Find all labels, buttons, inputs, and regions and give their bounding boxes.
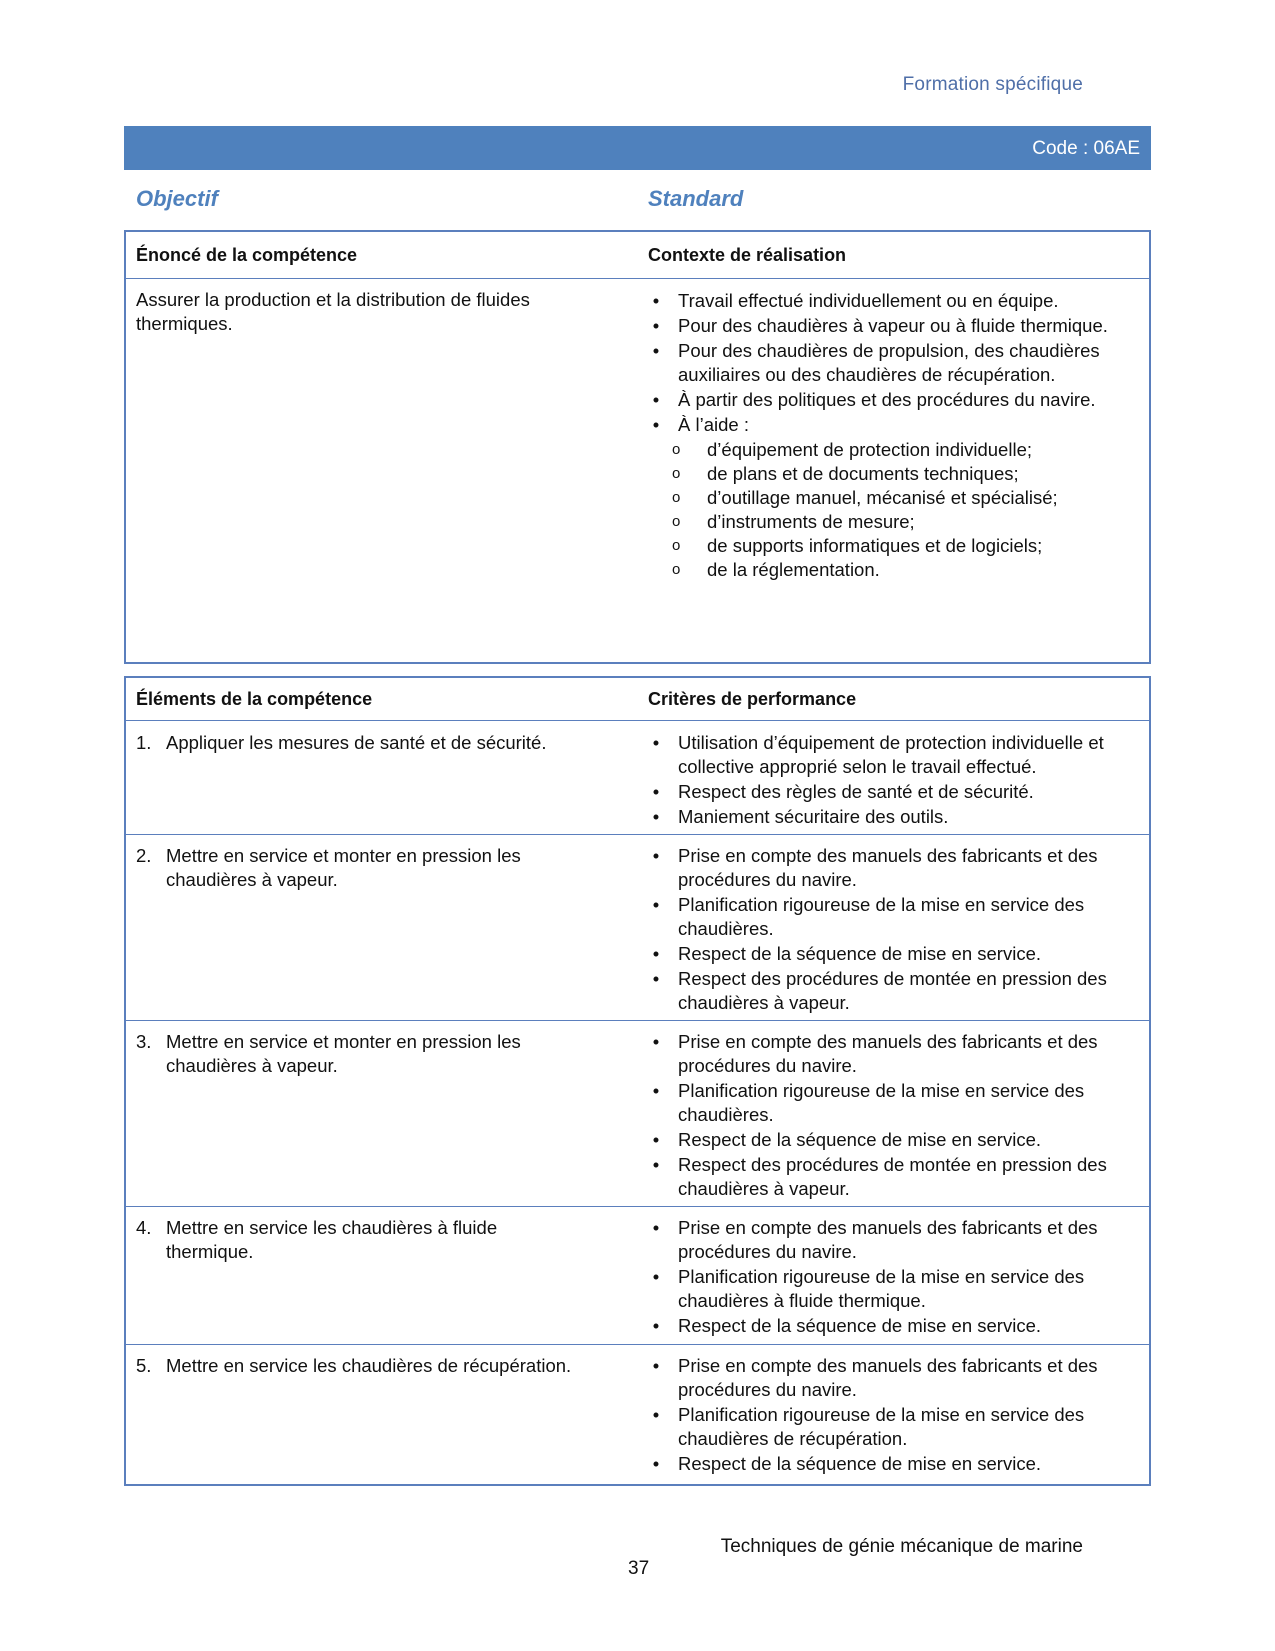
aide-item-text: de plans et de documents techniques; — [707, 463, 1019, 484]
criteres-header: Critères de performance — [648, 689, 857, 709]
element-text: Mettre en service les chaudières à fluide thermique. — [166, 1217, 498, 1262]
bullet-icon: • — [652, 1315, 660, 1336]
criteria-item-text: Respect de la séquence de mise en service. — [678, 943, 1042, 964]
contexte-list — [648, 289, 1138, 437]
aide-item-text: de supports informatiques et de logiciels; — [707, 535, 1043, 556]
element-text: Mettre en service et monter en pression les chaudières à vapeur. — [166, 1031, 521, 1076]
criteria-list — [648, 1030, 1138, 1201]
criteria-list — [648, 1354, 1138, 1476]
aide-item-text: de la réglementation. — [707, 559, 880, 580]
criteria-item — [648, 893, 1138, 941]
aide-list — [648, 438, 1138, 582]
bullet-icon: • — [652, 1404, 660, 1425]
criteria-item-text: Planification rigoureuse de la mise en service des chaudières à fluide thermique. — [678, 1266, 1085, 1311]
criteria-cell — [648, 1030, 1138, 1202]
criteria-item — [648, 1403, 1138, 1451]
element-text: Appliquer les mesures de santé et de sécurité. — [166, 732, 547, 753]
criteria-cell — [648, 1216, 1138, 1339]
criteria-item — [648, 1153, 1138, 1201]
aide-item-text: d’instruments de mesure; — [707, 511, 915, 532]
element-number: 4. — [136, 1217, 152, 1238]
aide-item — [648, 438, 1138, 462]
page-number: 37 — [628, 1558, 650, 1579]
bullet-icon: • — [652, 806, 660, 827]
sub-bullet-icon: o — [672, 537, 681, 554]
code-label: Code : 06AE — [1032, 138, 1140, 159]
element-row — [126, 834, 1149, 1021]
criteria-item — [648, 1265, 1138, 1313]
contexte-item-text: Travail effectué individuellement ou en équipe. — [678, 290, 1059, 311]
criteria-item-text: Respect de la séquence de mise en service. — [678, 1453, 1042, 1474]
element-row — [126, 1020, 1149, 1207]
section-titles — [124, 186, 1151, 216]
criteria-item — [648, 780, 1138, 804]
criteria-item-text: Planification rigoureuse de la mise en service des chaudières de récupération. — [678, 1404, 1085, 1449]
contexte-item — [648, 413, 1138, 437]
aide-item — [648, 462, 1138, 486]
element-row — [126, 1344, 1149, 1480]
code-bar — [124, 126, 1151, 170]
bullet-icon: • — [652, 894, 660, 915]
element-number: 5. — [136, 1355, 152, 1376]
criteria-item-text: Respect de la séquence de mise en service. — [678, 1129, 1042, 1150]
element-row — [126, 721, 1149, 835]
element-number: 2. — [136, 845, 152, 866]
contexte-item — [648, 289, 1138, 313]
criteria-item — [648, 942, 1138, 966]
criteria-cell — [648, 731, 1138, 830]
criteria-item — [648, 1128, 1138, 1152]
bullet-icon: • — [652, 389, 660, 410]
bullet-icon: • — [652, 290, 660, 311]
criteria-item — [648, 1216, 1138, 1264]
contexte-item-text: Pour des chaudières de propulsion, des chaudières auxiliaires ou des chaudières de récupération. — [678, 340, 1100, 385]
bullet-icon: • — [652, 968, 660, 989]
contexte-item — [648, 314, 1138, 338]
bullet-icon: • — [652, 1080, 660, 1101]
bullet-icon: • — [652, 414, 660, 435]
bullet-icon: • — [652, 1355, 660, 1376]
criteria-item — [648, 1452, 1138, 1476]
criteria-item-text: Planification rigoureuse de la mise en service des chaudières. — [678, 1080, 1085, 1125]
sub-bullet-icon: o — [672, 441, 681, 458]
contexte-item-text: À l’aide : — [678, 414, 749, 435]
criteria-item — [648, 967, 1138, 1015]
competence-header-row — [126, 232, 1149, 279]
sub-bullet-icon: o — [672, 561, 681, 578]
element-text: Mettre en service les chaudières de récupération. — [166, 1355, 572, 1376]
element-row — [126, 1206, 1149, 1345]
aide-item — [648, 558, 1138, 582]
element-number: 3. — [136, 1031, 152, 1052]
contexte-header: Contexte de réalisation — [648, 245, 847, 265]
criteria-item-text: Respect des procédures de montée en pression des chaudières à vapeur. — [678, 1154, 1107, 1199]
criteria-item — [648, 1354, 1138, 1402]
criteria-item — [648, 844, 1138, 892]
bullet-icon: • — [652, 315, 660, 336]
contexte-item-text: À partir des politiques et des procédures du navire. — [678, 389, 1096, 410]
criteria-cell — [648, 1354, 1138, 1477]
bullet-icon: • — [652, 1266, 660, 1287]
criteria-item-text: Prise en compte des manuels des fabricants et des procédures du navire. — [678, 845, 1098, 890]
bullet-icon: • — [652, 1031, 660, 1052]
contexte-item — [648, 339, 1138, 387]
criteria-item-text: Respect des règles de santé et de sécurité. — [678, 781, 1034, 802]
criteria-item — [648, 1030, 1138, 1078]
criteria-item-text: Respect des procédures de montée en pression des chaudières à vapeur. — [678, 968, 1107, 1013]
elements-header: Éléments de la compétence — [136, 689, 373, 709]
bullet-icon: • — [652, 1217, 660, 1238]
criteria-item-text: Prise en compte des manuels des fabricants et des procédures du navire. — [678, 1217, 1098, 1262]
bullet-icon: • — [652, 1154, 660, 1175]
contexte-item-text: Pour des chaudières à vapeur ou à fluide thermique. — [678, 315, 1108, 336]
criteria-list — [648, 731, 1138, 829]
standard-title: Standard — [648, 186, 744, 211]
element-number: 1. — [136, 732, 152, 753]
bullet-icon: • — [652, 845, 660, 866]
criteria-item — [648, 1314, 1138, 1338]
contexte-list-container — [648, 289, 1138, 582]
aide-item — [648, 486, 1138, 510]
formation-label: Formation spécifique — [902, 74, 1083, 95]
bullet-icon: • — [652, 943, 660, 964]
criteria-item-text: Prise en compte des manuels des fabricants et des procédures du navire. — [678, 1031, 1098, 1076]
objectif-title: Objectif — [136, 186, 218, 211]
criteria-cell — [648, 844, 1138, 1016]
sub-bullet-icon: o — [672, 465, 681, 482]
criteria-item-text: Respect de la séquence de mise en service. — [678, 1315, 1042, 1336]
criteria-item-text: Maniement sécuritaire des outils. — [678, 806, 949, 827]
sub-bullet-icon: o — [672, 489, 681, 506]
bullet-icon: • — [652, 1453, 660, 1474]
enonce-text: Assurer la production et la distribution de fluides thermiques. — [136, 289, 530, 334]
bullet-icon: • — [652, 781, 660, 802]
criteria-item — [648, 731, 1138, 779]
bullet-icon: • — [652, 1129, 660, 1150]
element-text: Mettre en service et monter en pression les chaudières à vapeur. — [166, 845, 521, 890]
bullet-icon: • — [652, 732, 660, 753]
enonce-header: Énoncé de la compétence — [136, 245, 358, 265]
elements-box — [124, 676, 1151, 1486]
sub-bullet-icon: o — [672, 513, 681, 530]
criteria-list — [648, 1216, 1138, 1338]
aide-item-text: d’outillage manuel, mécanisé et spécialisé; — [707, 487, 1058, 508]
competence-box — [124, 230, 1151, 664]
aide-item — [648, 510, 1138, 534]
bullet-icon: • — [652, 340, 660, 361]
aide-item — [648, 534, 1138, 558]
criteria-list — [648, 844, 1138, 1015]
contexte-item — [648, 388, 1138, 412]
criteria-item-text: Prise en compte des manuels des fabricants et des procédures du navire. — [678, 1355, 1098, 1400]
criteria-item-text: Utilisation d’équipement de protection individuelle et collective approprié selon le travail effectué. — [678, 732, 1104, 777]
aide-item-text: d’équipement de protection individuelle; — [707, 439, 1032, 460]
criteria-item — [648, 805, 1138, 829]
criteria-item-text: Planification rigoureuse de la mise en service des chaudières. — [678, 894, 1085, 939]
criteria-item — [648, 1079, 1138, 1127]
program-footer: Techniques de génie mécanique de marine — [720, 1536, 1083, 1557]
elements-header-row — [126, 678, 1149, 721]
